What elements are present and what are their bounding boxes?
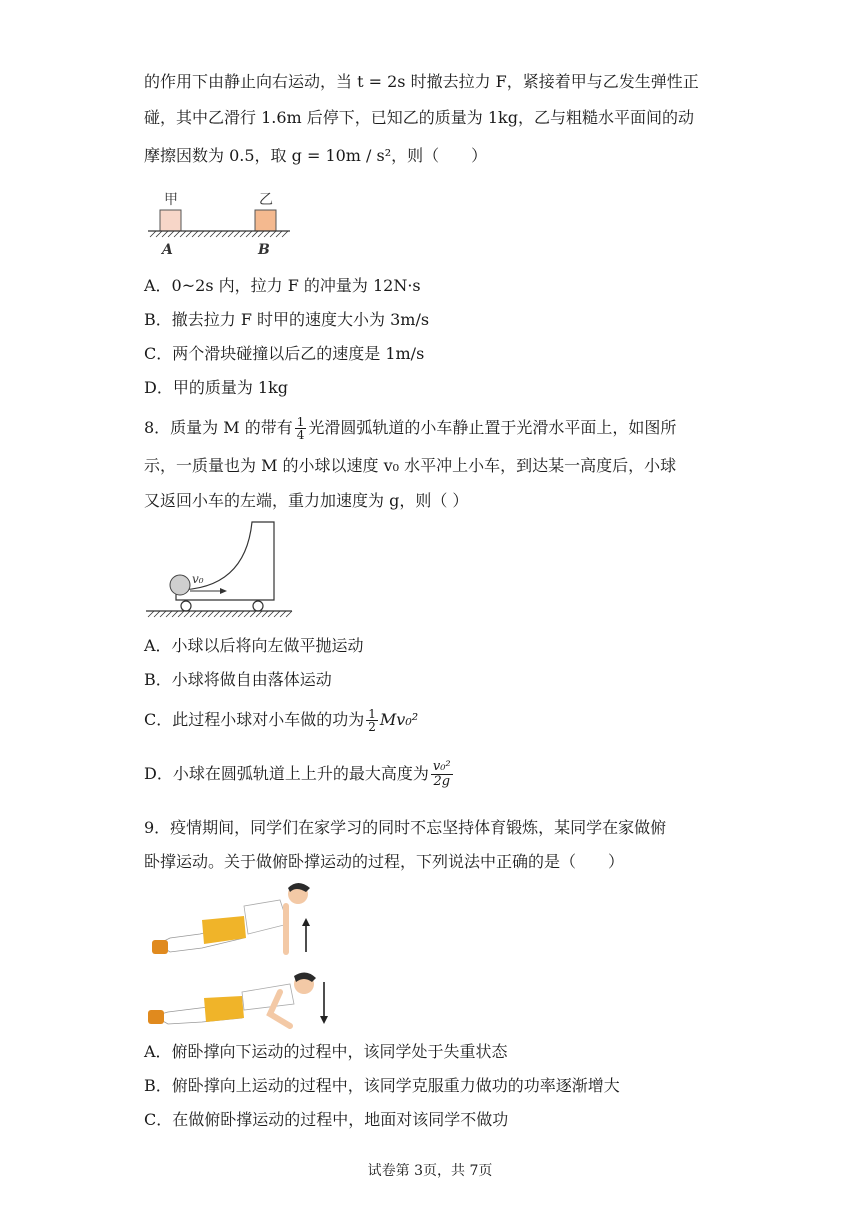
q8-option-d	[144, 760, 455, 789]
q7-text-line1: 的作用下由静止向右运动，当 t = 2s 时撤去拉力 F，紧接着甲与乙发生弹性正	[144, 72, 699, 91]
q8-text-line1	[144, 416, 676, 441]
q8-option-a: A．小球以后将向左做平抛运动	[144, 636, 364, 655]
q8-text-line2: 示，一质量也为 M 的小球以速度 v₀ 水平冲上小车，到达某一高度后，小球	[144, 456, 677, 475]
q8-frac-den: 4	[296, 428, 305, 442]
q8-text-line1-a: 8．质量为 M 的带有	[144, 418, 293, 437]
velocity-label: v₀	[192, 572, 204, 586]
q7-text-line3: 摩擦因数为 0.5，取 g = 10m / s²，则（ ）	[144, 146, 488, 165]
page-footer: 试卷第 3页，共 7页	[367, 1163, 493, 1179]
q8-option-d-fraction	[431, 760, 453, 789]
q8-option-c-num: 1	[368, 707, 376, 721]
q8-option-c-fraction	[366, 708, 378, 733]
q9-figure-pushups	[140, 876, 340, 1036]
q8-option-d-num: v₀²	[432, 759, 451, 774]
q8-frac-num: 1	[296, 415, 305, 429]
q8-option-c	[144, 708, 418, 733]
point-a-label: A	[162, 242, 173, 258]
q7-option-b: B．撤去拉力 F 时甲的速度大小为 3m/s	[144, 310, 430, 329]
q8-option-c-expr: Mv₀²	[379, 710, 419, 729]
q9-option-b: B．俯卧撑向上运动的过程中，该同学克服重力做功的功率逐渐增大	[144, 1076, 620, 1095]
pushup-up-figure	[152, 883, 310, 954]
block-a-label: 甲	[164, 192, 178, 208]
q8-option-d-text: D．小球在圆弧轨道上上升的最大高度为	[144, 764, 429, 783]
q9-text-line2: 卧撑运动。关于做俯卧撑运动的过程，下列说法中正确的是（ ）	[144, 852, 625, 871]
q8-option-c-text: C．此过程小球对小车做的功为	[144, 710, 365, 729]
q8-option-d-den: 2g	[433, 774, 451, 789]
q7-option-a: A．0~2s 内，拉力 F 的冲量为 12N·s	[144, 276, 421, 295]
q7-option-d: D．甲的质量为 1kg	[144, 378, 289, 397]
q8-text-line3: 又返回小车的左端，重力加速度为 g，则（ ）	[144, 491, 469, 510]
q7-option-c: C．两个滑块碰撞以后乙的速度是 1m/s	[144, 344, 425, 363]
q8-figure-cart	[140, 518, 300, 622]
q8-option-c-den: 2	[368, 720, 376, 734]
q7-text-line2: 碰，其中乙滑行 1.6m 后停下，已知乙的质量为 1kg，乙与粗糙水平面间的动	[144, 108, 694, 127]
q9-option-c: C．在做俯卧撑运动的过程中，地面对该同学不做功	[144, 1110, 509, 1129]
q9-option-a: A．俯卧撑向下运动的过程中，该同学处于失重状态	[144, 1042, 508, 1061]
q7-figure-blocks	[140, 186, 300, 260]
point-b-label: B	[258, 242, 270, 258]
q8-fraction-quarter	[295, 416, 307, 441]
q8-text-line1-b: 光滑圆弧轨道的小车静止置于光滑水平面上，如图所	[308, 418, 677, 437]
q9-text-line1: 9．疫情期间，同学们在家学习的同时不忘坚持体育锻炼，某同学在家做俯	[144, 818, 667, 837]
q8-option-b: B．小球将做自由落体运动	[144, 670, 332, 689]
pushup-down-figure	[148, 972, 316, 1026]
block-b-label: 乙	[259, 192, 273, 208]
